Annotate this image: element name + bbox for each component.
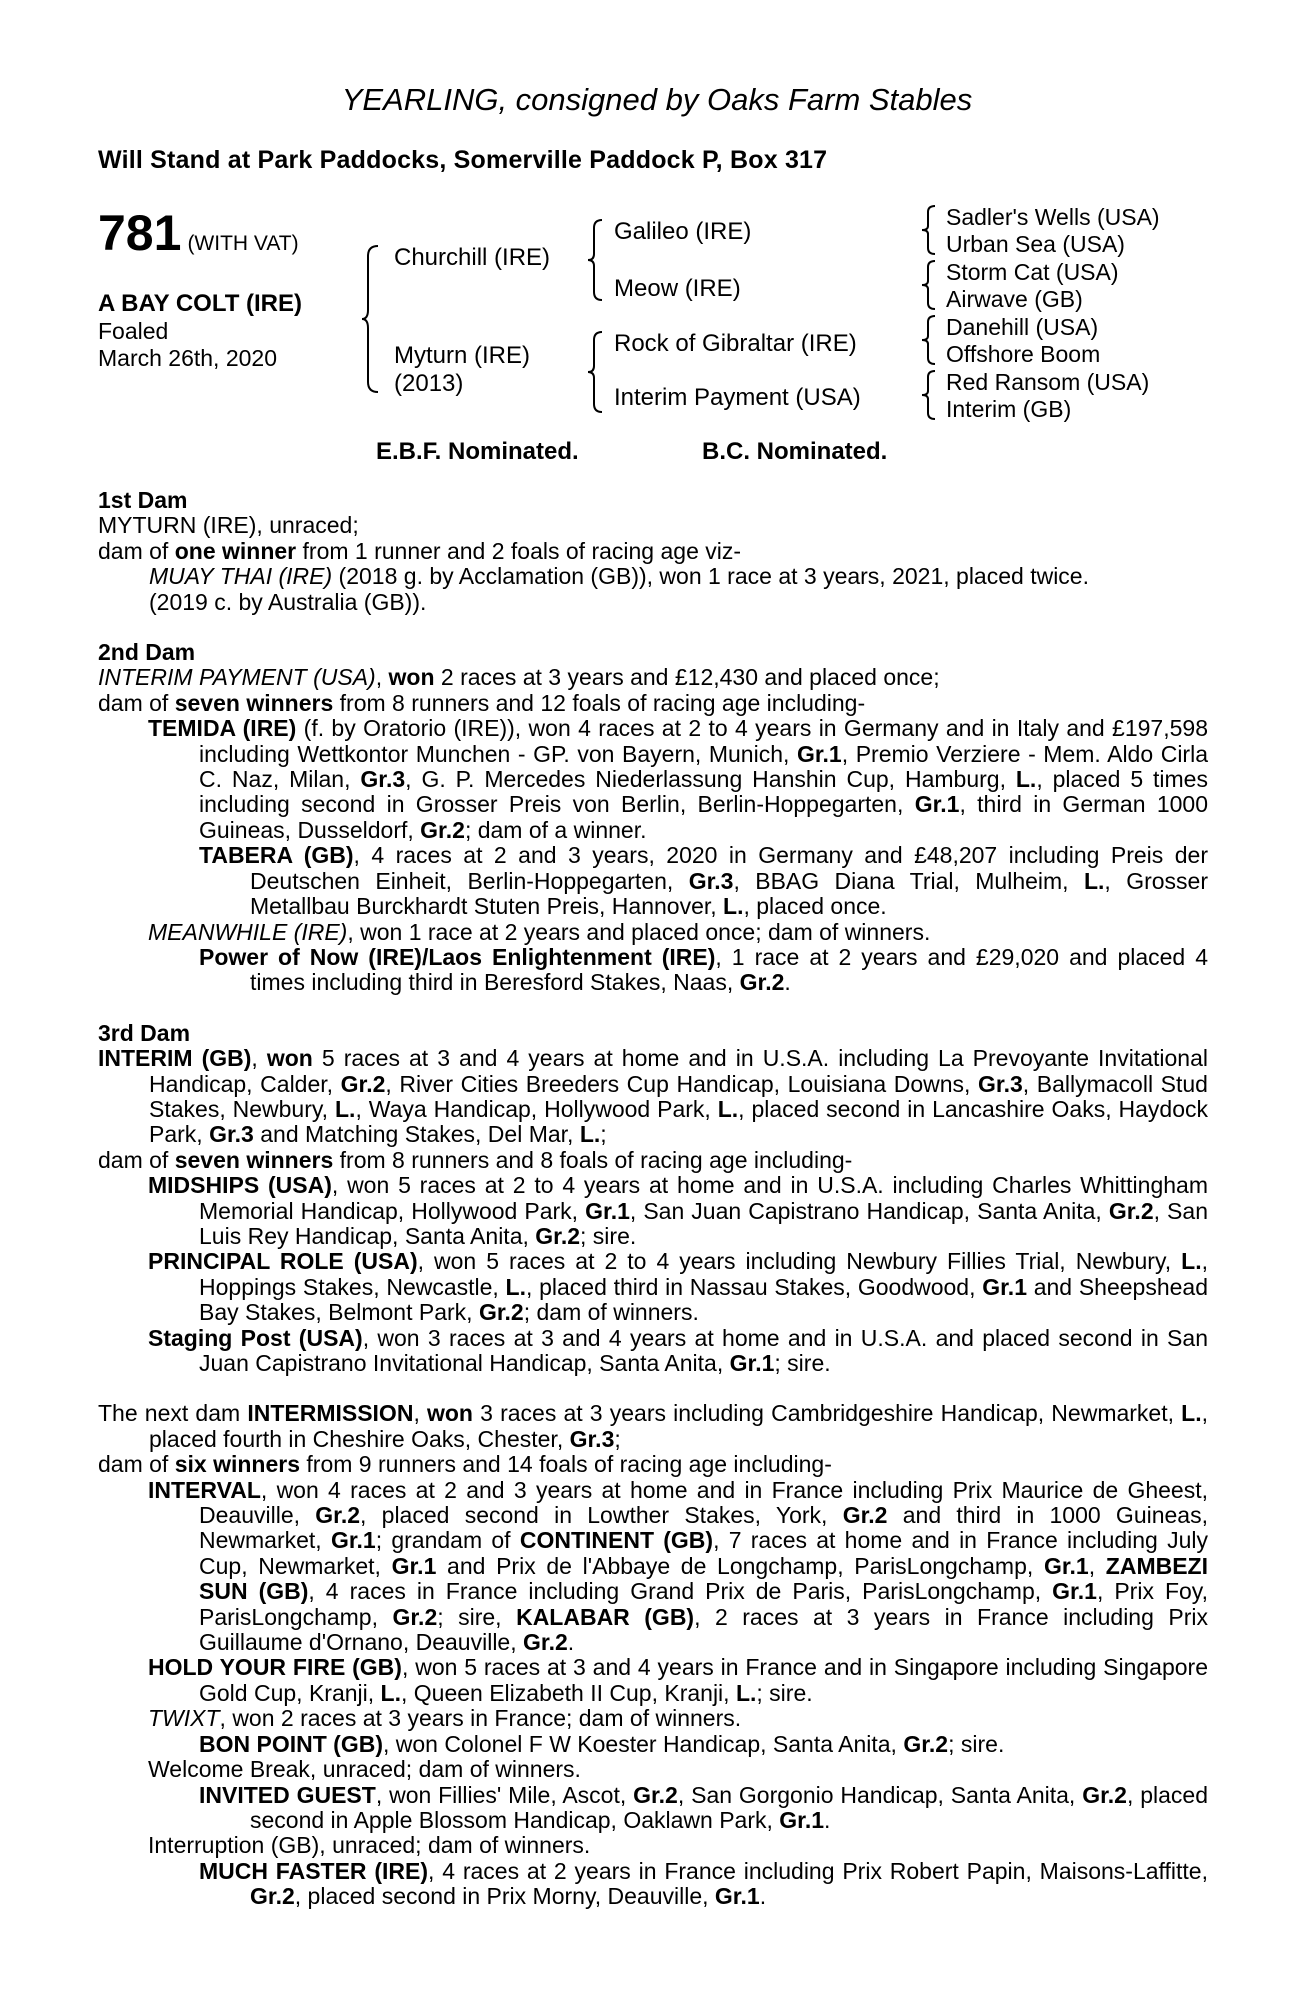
text-run: Interruption (GB), unraced; dam of winners. xyxy=(148,1832,591,1859)
text-run: dam of xyxy=(98,1451,175,1478)
bold-text: Gr.1 xyxy=(1052,1578,1097,1605)
text-run: , San Luis Rey Handicap, Santa Anita, xyxy=(199,1197,1208,1249)
text-run: dam of xyxy=(98,689,175,716)
bold-text: Gr.2 xyxy=(250,1883,295,1910)
italic-text: MUAY THAI (IRE) xyxy=(149,563,333,590)
third-dam-line xyxy=(98,1148,1208,1173)
bold-text: Gr.2 xyxy=(1082,1781,1127,1808)
text-run: and Sheepshead Bay Stakes, Belmont Park, xyxy=(199,1273,1208,1326)
bold-text: won xyxy=(388,664,435,691)
bold-text: L. xyxy=(1181,1248,1202,1275)
bold-text: six winners xyxy=(174,1451,300,1478)
text-run: , won Colonel F W Koester Handicap, Santa Anita, xyxy=(383,1730,904,1757)
bold-text: Gr.2 xyxy=(523,1629,568,1656)
text-run: , xyxy=(375,664,389,691)
next-dam-produce xyxy=(98,1757,1208,1782)
bold-text: L. xyxy=(505,1273,526,1300)
bold-text: Gr.1 xyxy=(714,1883,760,1910)
pedigree-brace-dam xyxy=(588,330,606,414)
lot-number: 781 xyxy=(98,205,182,261)
text-run: , Waya Handicap, Hollywood Park, xyxy=(355,1095,718,1122)
text-run: . xyxy=(759,1883,767,1910)
pedigree-dam-dam: Interim Payment (USA) xyxy=(614,384,861,411)
text-run: , 4 races in France including Grand Prix de Paris, ParisLongchamp, xyxy=(308,1578,1053,1605)
bold-text: one winner xyxy=(174,537,297,564)
text-run: , Prix Foy, ParisLongchamp, xyxy=(199,1578,1208,1630)
pedigree-brace-g3 xyxy=(922,314,938,366)
text-run: The next dam xyxy=(98,1400,248,1427)
bc-nomination: B.C. Nominated. xyxy=(702,438,888,465)
text-run: 2 races at 3 years and £12,430 and placed once; xyxy=(434,664,940,691)
text-run: . xyxy=(784,969,791,996)
pedigree-dam-year: (2013) xyxy=(394,370,464,397)
text-run: , placed once. xyxy=(743,893,887,920)
pedigree-dam: Myturn (IRE) xyxy=(394,342,531,369)
next-dam-produce xyxy=(98,1706,1208,1731)
third-dam-produce xyxy=(98,1326,1208,1377)
text-run: , placed second in Lancashire Oaks, Haydock Park, xyxy=(149,1095,1208,1148)
text-run: , won 3 races at 3 and 4 years at home and in U.S.A. and placed second in San Juan Capistrano Invitational Handicap, Santa Anita, xyxy=(199,1324,1208,1376)
text-run: from 8 runners and 8 foals of racing age including- xyxy=(333,1146,853,1173)
first-dam-produce xyxy=(98,590,1208,615)
text-run: , 2 races at 3 years in France including Prix Guillaume d'Ornano, Deauville, xyxy=(199,1603,1208,1656)
bold-text: CONTINENT (GB) xyxy=(519,1527,714,1554)
first-dam-heading: 1st Dam xyxy=(98,487,188,513)
next-dam-grandproduce xyxy=(98,1732,1208,1757)
next-dam-grandproduce xyxy=(98,1783,1208,1834)
bold-text: ZAMBEZI SUN (GB) xyxy=(199,1552,1208,1605)
bold-text: HOLD YOUR FIRE (GB) xyxy=(148,1654,402,1681)
pedigree-g3-4: Airwave (GB) xyxy=(946,286,1083,312)
pedigree-g3-5: Danehill (USA) xyxy=(946,314,1099,340)
text-run: 5 races at 3 and 4 years at home and in U.S.A. including La Prevoyante Invitational Handicap, Calder, xyxy=(149,1045,1208,1097)
text-run: . xyxy=(824,1806,831,1833)
text-run: , third in German 1000 Guineas, Dusseldorf, xyxy=(199,791,1208,843)
text-run: (f. by Oratorio (IRE)), won 4 races at 2 to 4 years in Germany and in Italy and £197,598 including Wettkontor Munchen - GP. von Bayern, Munich, xyxy=(199,715,1208,767)
bold-text: L. xyxy=(1181,1400,1202,1427)
pedigree-sire-dam: Meow (IRE) xyxy=(614,275,741,302)
pedigree-sire-sire: Galileo (IRE) xyxy=(614,218,752,245)
text-run: ; sire, xyxy=(437,1603,517,1630)
text-run: , won 4 races at 2 and 3 years at home and in France including Prix Maurice de Gheest, Deauville, xyxy=(199,1476,1208,1529)
text-run: ; xyxy=(600,1121,607,1148)
vat-label: (WITH VAT) xyxy=(187,232,299,255)
bold-text: Gr.3 xyxy=(688,867,734,894)
text-run: , won 2 races at 3 years in France; dam of winners. xyxy=(219,1705,742,1732)
text-run: , won 1 race at 2 years and placed once; dam of winners. xyxy=(347,918,931,945)
pedigree-brace-g4 xyxy=(922,369,938,421)
bold-text: TEMIDA (IRE) xyxy=(148,715,297,742)
third-dam-produce xyxy=(98,1173,1208,1249)
text-run: ; dam of winners. xyxy=(523,1299,699,1326)
next-dam-produce xyxy=(98,1833,1208,1858)
bold-text: L. xyxy=(735,1679,757,1706)
next-dam-produce xyxy=(98,1655,1208,1706)
bold-text: Gr.2 xyxy=(633,1781,678,1808)
bold-text: Gr.2 xyxy=(420,816,465,843)
text-run: MYTURN (IRE), unraced; xyxy=(98,512,359,539)
bold-text: Gr.3 xyxy=(360,766,406,793)
bold-text: Gr.1 xyxy=(330,1527,376,1554)
text-run: , Queen Elizabeth II Cup, Kranji, xyxy=(400,1679,736,1706)
text-run: , placed third in Nassau Stakes, Goodwood, xyxy=(526,1273,983,1300)
text-run: and Prix de l'Abbaye de Longchamp, ParisLongchamp, xyxy=(436,1552,1044,1579)
third-dam-heading: 3rd Dam xyxy=(98,1019,191,1046)
text-run: , won Fillies' Mile, Ascot, xyxy=(375,1781,634,1808)
first-dam-line xyxy=(98,539,1208,564)
bold-text: Gr.2 xyxy=(340,1070,386,1097)
bold-text: Gr.1 xyxy=(779,1806,825,1833)
pedigree-brace-sire xyxy=(588,218,606,302)
pedigree-g3-6: Offshore Boom xyxy=(946,341,1101,367)
bold-text: L. xyxy=(717,1095,739,1122)
third-dam-line xyxy=(98,1046,1208,1148)
bold-text: seven winners xyxy=(174,1146,334,1173)
text-run: , won 5 races at 3 and 4 years in France and in Singapore including Singapore Gold Cup, Kranji, xyxy=(199,1654,1208,1706)
pedigree-brace-g1 xyxy=(922,204,938,256)
bold-text: MUCH FASTER (IRE) xyxy=(199,1857,429,1884)
bold-text: MIDSHIPS (USA) xyxy=(148,1172,332,1199)
next-dam-grandproduce xyxy=(98,1859,1208,1910)
bold-text: Gr.3 xyxy=(569,1425,615,1452)
bold-text: Gr.1 xyxy=(585,1197,630,1224)
bold-text: Gr.2 xyxy=(903,1730,949,1757)
bold-text: won xyxy=(426,1400,473,1427)
bold-text: L. xyxy=(579,1121,601,1148)
bold-text: Power of Now (IRE)/Laos Enlightenment (IRE) xyxy=(199,943,716,970)
third-dam-produce xyxy=(98,1249,1208,1325)
bold-text: INTERMISSION xyxy=(247,1400,414,1427)
next-dam-produce xyxy=(98,1478,1208,1656)
text-run: , xyxy=(251,1045,267,1072)
pedigree-g3-2: Urban Sea (USA) xyxy=(946,231,1125,257)
italic-text: MEANWHILE (IRE) xyxy=(148,918,348,945)
consignment-heading: YEARLING, consigned by Oaks Farm Stables xyxy=(341,82,973,117)
italic-text: INTERIM PAYMENT (USA) xyxy=(98,664,376,691)
text-run: ; xyxy=(614,1425,621,1452)
bold-text: PRINCIPAL ROLE (USA) xyxy=(148,1248,418,1275)
text-run: , River Cities Breeders Cup Handicap, Louisiana Downs, xyxy=(385,1070,978,1097)
bold-text: L. xyxy=(723,893,744,920)
bold-text: Gr.2 xyxy=(478,1299,524,1326)
text-run: dam of xyxy=(98,537,175,564)
second-dam-produce xyxy=(98,716,1208,843)
text-run: , placed 5 times including second in Grosser Preis von Berlin, Berlin-Hoppegarten, xyxy=(199,766,1208,818)
stand-location: Will Stand at Park Paddocks, Somerville Paddock P, Box 317 xyxy=(98,146,828,174)
text-run: ; sire. xyxy=(948,1730,1005,1757)
text-run: Welcome Break, unraced; dam of winners. xyxy=(148,1756,581,1783)
text-run: ; grandam of xyxy=(375,1527,520,1554)
text-run: from 9 runners and 14 foals of racing age including- xyxy=(300,1451,832,1478)
bold-text: L. xyxy=(1015,766,1037,793)
text-run: , xyxy=(413,1400,427,1427)
catalogue-body xyxy=(98,488,1208,1910)
pedigree-g3-8: Interim (GB) xyxy=(946,396,1072,422)
ebf-nomination: E.B.F. Nominated. xyxy=(376,438,579,465)
second-dam-grandproduce xyxy=(98,945,1208,996)
text-run: , Grosser Metallbau Burckhardt Stuten Preis, Hannover, xyxy=(250,867,1208,920)
text-run: , Ballymacoll Stud Stakes, Newbury, xyxy=(149,1070,1208,1122)
bold-text: Gr.1 xyxy=(1043,1552,1089,1579)
bold-text: INTERIM (GB) xyxy=(98,1045,252,1072)
horse-description: A BAY COLT (IRE) xyxy=(98,290,303,317)
text-run: ; dam of a winner. xyxy=(464,816,647,843)
second-dam-line xyxy=(98,691,1208,716)
text-run: , 4 races at 2 years in France including Prix Robert Papin, Maisons-Laffitte, xyxy=(428,1857,1208,1884)
text-run: , Hoppings Stakes, Newcastle, xyxy=(199,1248,1208,1300)
text-run: , won 5 races at 2 to 4 years at home and in U.S.A. including Charles Whittingham Memorial Handicap, Hollywood Park, xyxy=(199,1172,1208,1224)
text-run: , placed second in Lowther Stakes, York, xyxy=(360,1502,843,1529)
text-run: and Matching Stakes, Del Mar, xyxy=(253,1121,580,1148)
second-dam-line xyxy=(98,665,1208,690)
bold-text: KALABAR (GB) xyxy=(516,1603,695,1630)
second-dam-grandproduce xyxy=(98,843,1208,919)
pedigree-g3-3: Storm Cat (USA) xyxy=(946,259,1119,285)
bold-text: Gr.2 xyxy=(392,1603,438,1630)
bold-text: won xyxy=(266,1045,313,1072)
italic-text: TWIXT xyxy=(148,1705,220,1732)
text-run: , San Gorgonio Handicap, Santa Anita, xyxy=(677,1781,1083,1808)
second-dam-produce xyxy=(98,920,1208,945)
text-run: (2018 g. by Acclamation (GB)), won 1 race at 3 years, 2021, placed twice. xyxy=(332,563,1089,590)
bold-text: Staging Post (USA) xyxy=(148,1324,363,1351)
text-run: , xyxy=(1088,1552,1106,1579)
pedigree-dam-sire: Rock of Gibraltar (IRE) xyxy=(614,330,857,357)
bold-text: Gr.1 xyxy=(391,1552,437,1579)
text-run: ; sire. xyxy=(580,1222,637,1249)
text-run: , Premio Verziere - Mem. Aldo Cirla C. Naz, Milan, xyxy=(199,740,1208,793)
text-run: , G. P. Mercedes Niederlassung Hanshin Cup, Hamburg, xyxy=(405,766,1016,793)
bold-text: L. xyxy=(334,1095,356,1122)
text-run: , placed second in Prix Morny, Deauville, xyxy=(294,1883,715,1910)
bold-text: INVITED GUEST xyxy=(199,1781,376,1808)
bold-text: Gr.3 xyxy=(209,1121,254,1148)
text-run: , 1 race at 2 years and £29,020 and placed 4 times including third in Beresford Stakes, Naas, xyxy=(250,943,1209,996)
text-run: , 7 races at home and in France including July Cup, Newmarket, xyxy=(199,1527,1208,1579)
foaled-info xyxy=(98,318,277,372)
text-run: 3 races at 3 years including Cambridgeshire Handicap, Newmarket, xyxy=(472,1400,1182,1427)
text-run: ; sire. xyxy=(774,1350,831,1376)
bold-text: Gr.1 xyxy=(796,740,842,767)
text-run: . xyxy=(567,1629,575,1656)
text-run: , placed fourth in Cheshire Oaks, Chester, xyxy=(149,1400,1208,1452)
pedigree-brace-g2 xyxy=(922,259,938,311)
bold-text: Gr.2 xyxy=(535,1222,581,1249)
first-dam-produce xyxy=(98,564,1208,589)
bold-text: Gr.2 xyxy=(842,1502,888,1529)
lot-info xyxy=(98,204,299,262)
pedigree-g3-7: Red Ransom (USA) xyxy=(946,369,1150,395)
next-dam-line xyxy=(98,1452,1208,1477)
text-run: , San Juan Capistrano Handicap, Santa Anita, xyxy=(629,1197,1109,1224)
bold-text: Gr.2 xyxy=(739,969,785,996)
bold-text: INTERVAL xyxy=(148,1476,261,1503)
text-run: from 8 runners and 12 foals of racing age including- xyxy=(333,689,866,716)
foaled-label: Foaled xyxy=(98,318,169,344)
pedigree-sire: Churchill (IRE) xyxy=(394,244,551,271)
bold-text: L. xyxy=(380,1679,401,1706)
first-dam-line xyxy=(98,513,1208,538)
bold-text: Gr.3 xyxy=(978,1070,1023,1097)
next-dam-line xyxy=(98,1401,1208,1452)
second-dam-heading: 2nd Dam xyxy=(98,639,196,666)
text-run: , BBAG Diana Trial, Mulheim, xyxy=(733,867,1084,894)
text-run: from 1 runner and 2 foals of racing age viz- xyxy=(296,537,742,564)
bold-text: Gr.1 xyxy=(982,1273,1027,1300)
text-run: ; sire. xyxy=(756,1679,813,1706)
bold-text: L. xyxy=(1083,867,1105,894)
bold-text: seven winners xyxy=(174,689,334,716)
text-run: , 4 races at 2 and 3 years, 2020 in Germany and £48,207 including Preis der Deutschen Einheit, Berlin-Hoppegarten, xyxy=(250,842,1208,894)
bold-text: TABERA (GB) xyxy=(199,842,354,869)
bold-text: Gr.2 xyxy=(1108,1197,1154,1224)
text-run: , placed second in Apple Blossom Handicap, Oaklawn Park, xyxy=(250,1781,1208,1833)
pedigree-g3-1: Sadler's Wells (USA) xyxy=(946,204,1160,230)
bold-text: Gr.1 xyxy=(914,791,960,818)
text-run: and third in 1000 Guineas, Newmarket, xyxy=(199,1502,1208,1554)
text-run: , won 5 races at 2 to 4 years including Newbury Fillies Trial, Newbury, xyxy=(417,1248,1182,1275)
pedigree-brace-main xyxy=(362,244,382,394)
text-run: dam of xyxy=(98,1146,175,1173)
bold-text: BON POINT (GB) xyxy=(199,1730,383,1757)
bold-text: Gr.1 xyxy=(729,1350,775,1376)
bold-text: Gr.2 xyxy=(315,1502,361,1529)
text-run: (2019 c. by Australia (GB)). xyxy=(149,588,427,615)
foaled-date: March 26th, 2020 xyxy=(98,345,278,371)
